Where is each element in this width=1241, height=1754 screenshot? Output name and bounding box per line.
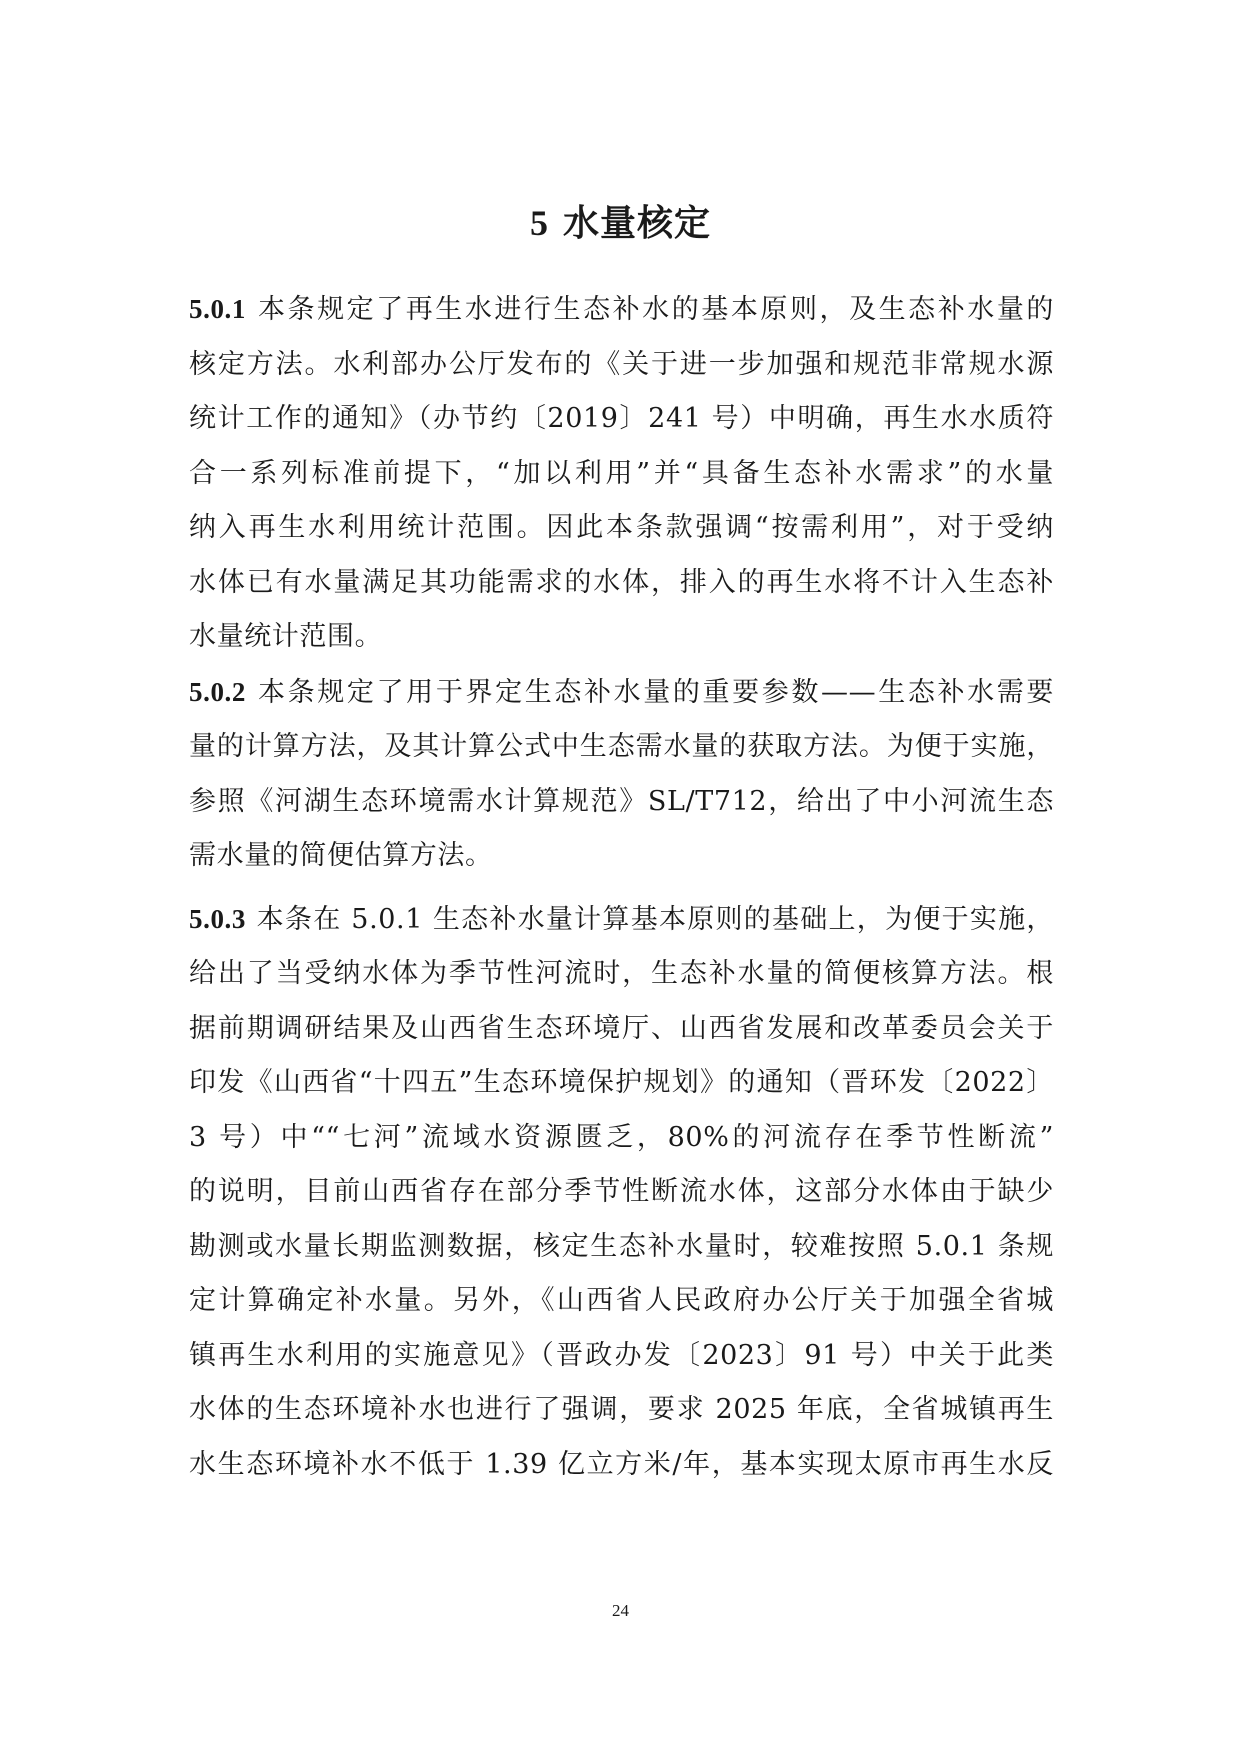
text-line: 量的计算方法，及其计算公式中生态需水量的获取方法。为便于实施，: [189, 731, 1054, 762]
section-number: 5.0.2: [189, 676, 246, 707]
line-text: 本条在 5.0.1 生态补水量计算基本原则的基础上，为便于实施，: [256, 903, 1054, 935]
section-5-0-1: [189, 282, 1054, 665]
text-line: 勘测或水量长期监测数据，核定生态补水量时，较难按照 5.0.1 条规: [189, 1230, 1054, 1262]
text-line: 统计工作的通知》（办节约〔2019〕241 号）中明确，再生水水质符: [189, 403, 1054, 434]
text-line: 给出了当受纳水体为季节性河流时，生态补水量的简便核算方法。根: [189, 958, 1054, 989]
text-line: 的说明，目前山西省存在部分季节性断流水体，这部分水体由于缺少: [189, 1176, 1054, 1207]
text-line: 参照《河湖生态环境需水计算规范》SL/T712，给出了中小河流生态: [189, 785, 1054, 817]
text-line: 水生态环境补水不低于 1.39 亿立方米/年，基本实现太原市再生水反: [189, 1448, 1054, 1480]
text-line: [189, 665, 1054, 721]
text-line: 合一系列标准前提下，“加以利用”并“具备生态补水需求”的水量: [189, 457, 1054, 489]
section-number: 5.0.1: [189, 294, 246, 324]
text-line: 镇再生水利用的实施意见》（晋政办发〔2023〕91 号）中关于此类: [189, 1339, 1054, 1371]
text-line: [189, 282, 1054, 338]
line-text: 本条规定了用于界定生态补水量的重要参数——生态补水需要: [256, 676, 1054, 708]
chapter-title-text: 水量核定: [562, 203, 711, 244]
section-5-0-2: [189, 665, 1054, 884]
text-line: 水体已有水量满足其功能需求的水体，排入的再生水将不计入生态补: [189, 566, 1054, 598]
text-line: 定计算确定补水量。另外，《山西省人民政府办公厅关于加强全省城: [189, 1285, 1054, 1316]
section-5-0-3: [189, 892, 1054, 1493]
text-line: 纳入再生水利用统计范围。因此本条款强调“按需利用”，对于受纳: [189, 512, 1054, 543]
paragraph-gap: [189, 884, 1054, 892]
text-line: [189, 892, 1054, 948]
text-line: 核定方法。水利部办公厅发布的《关于进一步加强和规范非常规水源: [189, 348, 1054, 380]
chapter-title: [0, 198, 1241, 249]
document-body: [189, 282, 1054, 1492]
line-text: 本条规定了再生水进行生态补水的基本原则，及生态补水量的: [256, 294, 1054, 325]
text-line: 据前期调研结果及山西省生态环境厅、山西省发展和改革委员会关于: [189, 1012, 1054, 1044]
text-line: 印发《山西省“十四五”生态环境保护规划》的通知（晋环发〔2022〕: [189, 1067, 1054, 1098]
chapter-number: 5: [529, 203, 549, 243]
text-line: 需水量的简便估算方法。: [189, 840, 493, 871]
text-line: 3 号）中““七河”流域水资源匮乏，80%的河流存在季节性断流”: [189, 1121, 1054, 1153]
page-number: 24: [612, 1601, 629, 1620]
section-number: 5.0.3: [189, 903, 246, 934]
text-line: 水体的生态环境补水也进行了强调，要求 2025 年底，全省城镇再生: [189, 1394, 1054, 1425]
text-line: 水量统计范围。: [189, 621, 383, 652]
